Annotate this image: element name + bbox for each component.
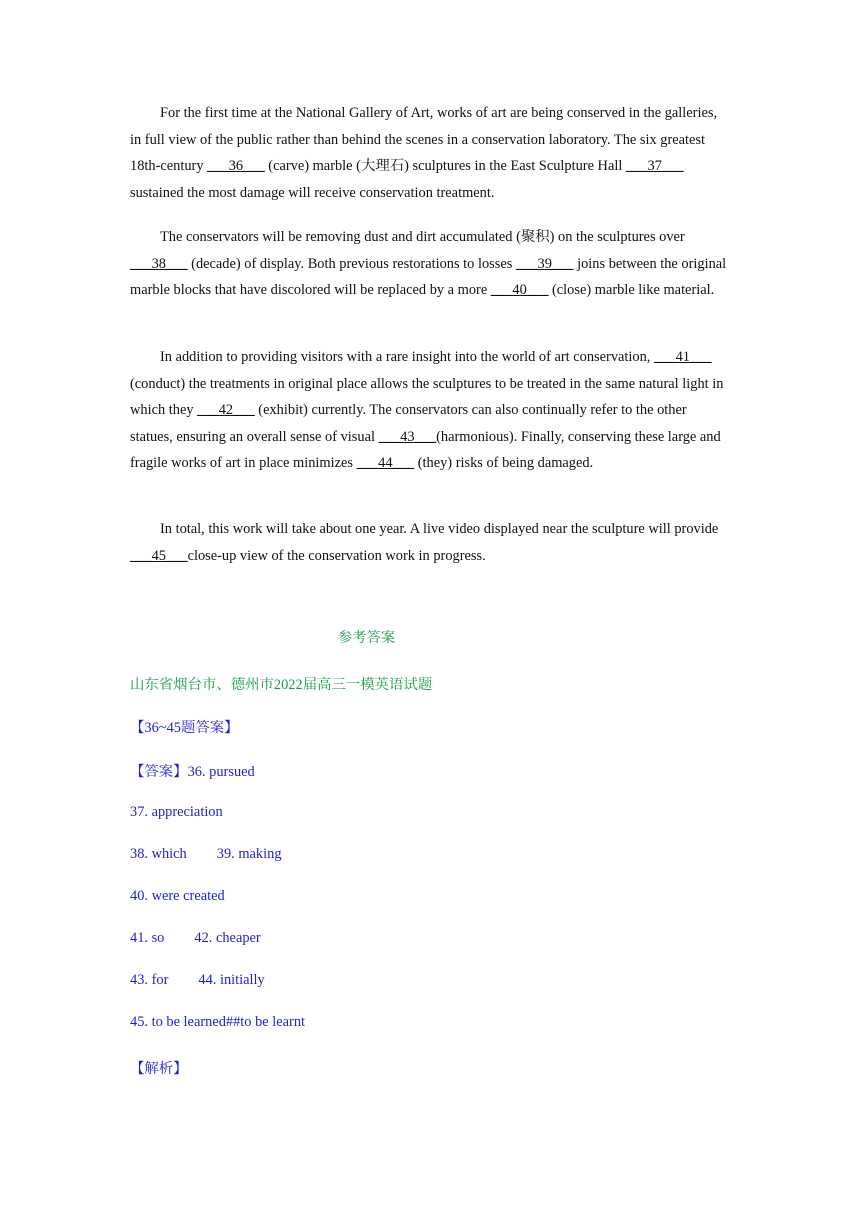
blank-44: ___44___ — [356, 455, 415, 471]
blank-43: ___43___ — [378, 428, 437, 445]
answer-38: 38. which — [130, 846, 187, 862]
p1-text-3: sustained the most damage will receive conservation treatment. — [130, 184, 495, 201]
answer-45: 45. to be learned##to be learnt — [130, 1014, 306, 1030]
p3-text-1: In addition to providing visitors with a rare insight into the world of art conservation, — [160, 349, 654, 365]
p3-text-3: (exhibit) currently. The conservators can also continually refer to the other statues, ensuring an overall sense of visual — [130, 402, 687, 445]
p4-text-2: close-up view of the conservation work in progress. — [187, 547, 486, 564]
answer-40: 40. were created — [130, 888, 225, 904]
p4-text-1: In total, this work will take about one year. A live video displayed near the sculpture will provide — [160, 521, 719, 537]
p3-text-2: (conduct) the treatments in original place allows the sculptures to be treated in the same natural light in which they — [130, 375, 724, 418]
p1-text-1: For the first time at the National Gallery of Art, works of art are being conserved in the galleries, in full view of the public rather than behind the scenes in a conservation laboratory. The six greatest 18th-century — [130, 105, 718, 174]
answer-39: 39. making — [216, 846, 282, 862]
answer-row-36 — [130, 760, 255, 781]
answer-41: 41. so — [130, 930, 165, 946]
answer-42: 42. cheaper — [194, 930, 261, 946]
exam-source: 山东省烟台市、德州市2022届高三一模英语试题 — [130, 677, 433, 693]
answer-37: 37. appreciation — [130, 804, 223, 820]
paragraph-4 — [130, 516, 730, 569]
p2-text-1: The conservators will be removing dust and dirt accumulated (聚积) on the sculptures over — [160, 229, 685, 245]
answer-section-title: 参考答案 — [337, 630, 396, 646]
paragraph-2 — [130, 224, 730, 304]
p3-text-4: (harmonious). Finally, conserving these large and fragile works of art in place minimizes — [130, 428, 721, 471]
blank-41: ___41___ — [654, 349, 712, 365]
p3-text-5: (they) risks of being damaged. — [414, 455, 594, 471]
blank-40: ___40___ — [490, 282, 549, 298]
p2-text-4: (close) marble like material. — [548, 282, 715, 298]
p2-text-2: (decade) of display. Both previous restorations to losses — [187, 255, 516, 272]
answer-row-41-42 — [130, 930, 261, 947]
analysis-label: 【解析】 — [130, 1061, 188, 1077]
blank-38: ___38___ — [130, 255, 188, 272]
paragraph-1 — [130, 100, 730, 206]
blank-45: ___45___ — [130, 547, 188, 564]
blank-42: ___42___ — [197, 402, 255, 418]
answer-label: 【答案】 — [130, 764, 188, 780]
answer-43: 43. for — [130, 972, 169, 988]
answer-range-label: 【36~45题答案】 — [130, 720, 239, 736]
blank-39: ___39___ — [515, 255, 574, 272]
answer-44: 44. initially — [198, 972, 265, 988]
answer-row-38-39 — [130, 846, 282, 863]
p2-text-3: joins between the original marble blocks that have discolored will be replaced by a more — [130, 255, 727, 298]
p1-text-2: (carve) marble (大理石) sculptures in the East Sculpture Hall — [264, 158, 626, 174]
answer-36: 36. pursued — [187, 764, 255, 780]
paragraph-3 — [130, 344, 730, 477]
answer-row-43-44 — [130, 972, 265, 989]
blank-37: ___37___ — [625, 158, 684, 174]
blank-36: ___36___ — [207, 158, 265, 174]
